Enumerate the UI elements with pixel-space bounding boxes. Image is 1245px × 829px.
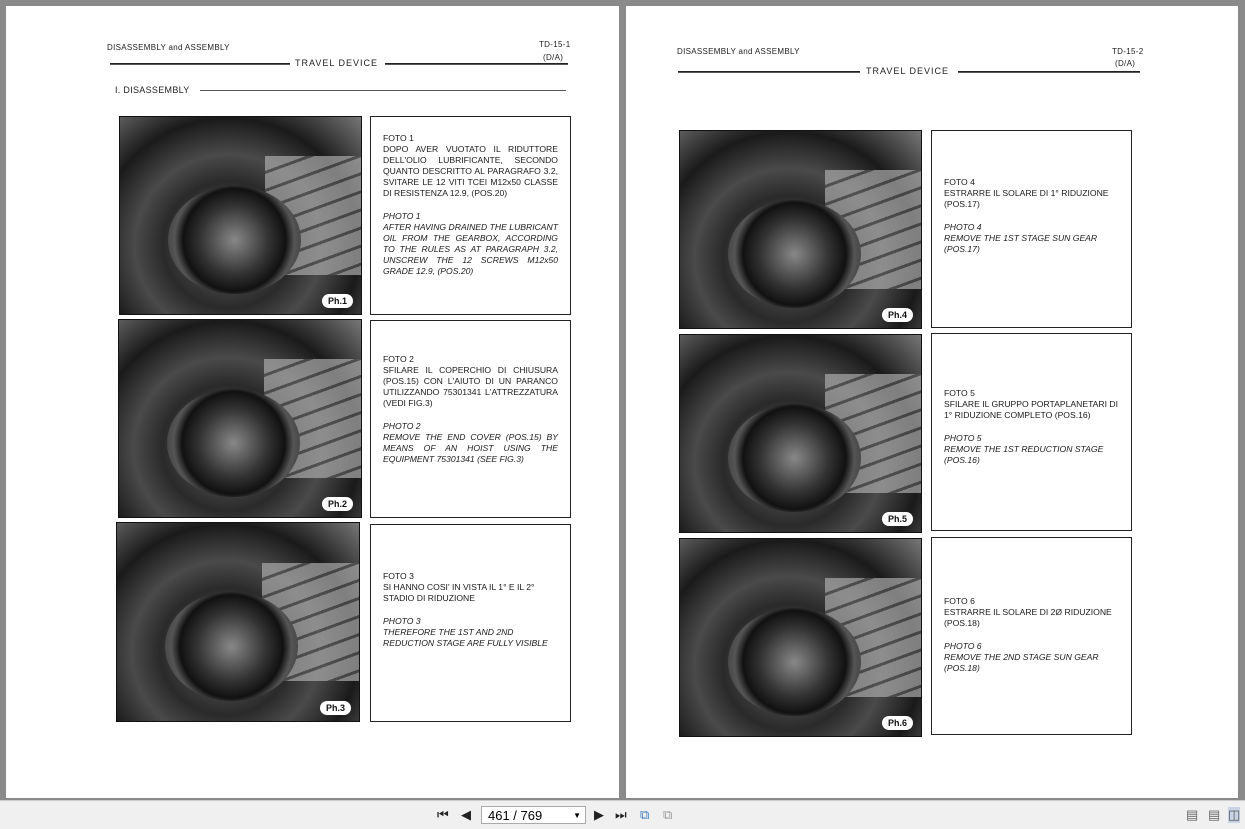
photo-tag: Ph.6	[882, 716, 913, 730]
caption-it-text: SFILARE IL GRUPPO PORTAPLANETARI DI 1° RIDUZIONE COMPLETO (POS.16)	[944, 399, 1118, 420]
caption-en-title: PHOTO 3	[383, 616, 421, 626]
caption-en-text: REMOVE THE 1ST REDUCTION STAGE (POS.16)	[944, 444, 1104, 465]
caption-it-text: SI HANNO COSI' IN VISTA IL 1° E IL 2° STADIO DI RIDUZIONE	[383, 582, 535, 603]
caption-it-title: FOTO 2	[383, 354, 414, 364]
header-title: DISASSEMBLY and ASSEMBLY	[677, 47, 800, 56]
caption-en-text: REMOVE THE 2ND STAGE SUN GEAR (POS.18)	[944, 652, 1099, 673]
caption-en-title: PHOTO 6	[944, 641, 982, 651]
section-title: TRAVEL DEVICE	[866, 66, 950, 76]
two-page-view-icon[interactable]: ◫	[1228, 807, 1241, 822]
viewer-toolbar	[0, 800, 1245, 829]
caption-it-title: FOTO 3	[383, 571, 414, 581]
page-indicator: 461 / 769	[488, 808, 543, 823]
header-rule	[385, 63, 568, 65]
single-page-view-icon[interactable]: ▤	[1186, 807, 1199, 822]
header-rule	[110, 63, 290, 65]
caption-it-text: ESTRARRE IL SOLARE DI 1° RIDUZIONE (POS.17)	[944, 188, 1109, 209]
page-code: TD-15-2	[1112, 47, 1144, 56]
caption-en-text: REMOVE THE END COVER (POS.15) BY MEANS OF AN HOIST USING THE EQUIPMENT 75301341 (SEE FIG.3)	[383, 432, 558, 464]
photo-5	[679, 334, 922, 533]
document-page-right	[626, 6, 1238, 798]
document-page-left	[6, 6, 619, 798]
section-title: TRAVEL DEVICE	[295, 58, 379, 68]
photo-tag: Ph.2	[322, 497, 353, 511]
page-number-select[interactable]	[481, 806, 586, 824]
page-code-sub: (D/A)	[1115, 59, 1136, 68]
last-page-icon[interactable]: ⏭	[615, 807, 627, 822]
photo-6	[679, 538, 922, 737]
caption-it-title: FOTO 6	[944, 596, 975, 606]
caption-en-text: REMOVE THE 1ST STAGE SUN GEAR (POS.17)	[944, 233, 1098, 254]
photo-3	[116, 522, 360, 722]
caption-en-text: AFTER HAVING DRAINED THE LUBRICANT OIL FROM THE GEARBOX, ACCORDING TO THE RULES AS AT PARAGRAPH 3.2, UNSCREW THE 12 SCREWS M12x50 GRADE 12.9, (POS.20)	[383, 222, 558, 276]
photo-2	[118, 319, 362, 518]
caption-en-text: THEREFORE THE 1ST AND 2ND REDUCTION STAGE ARE FULLY VISIBLE	[383, 627, 548, 648]
caption-it-text: DOPO AVER VUOTATO IL RIDUTTORE DELL'OLIO LUBRIFICANTE, SECONDO QUANTO DESCRITTO AL PARAGRAFO 3.2, SVITARE LE 12 VITI TCEI M12x50 CLASSE DI RESISTENZA 12.9, (POS.20)	[383, 144, 558, 198]
photo-tag: Ph.4	[882, 308, 913, 322]
header-rule	[678, 71, 860, 73]
previous-page-icon[interactable]: ◀	[461, 807, 471, 822]
first-page-icon[interactable]: ⏮	[437, 807, 449, 822]
photo-tag: Ph.3	[320, 701, 351, 715]
subsection-title: I. DISASSEMBLY	[115, 85, 190, 95]
caption-it-text: ESTRARRE IL SOLARE DI 2Ø RIDUZIONE (POS.18)	[944, 607, 1112, 628]
header-rule	[958, 71, 1140, 73]
photo-1	[119, 116, 362, 315]
page-code-sub: (D/A)	[543, 53, 564, 62]
photo-tag: Ph.1	[322, 294, 353, 308]
caption-en-title: PHOTO 2	[383, 421, 421, 431]
caption-box-2	[370, 320, 571, 518]
caption-box-4	[931, 130, 1132, 328]
caption-box-5	[931, 333, 1132, 531]
chevron-down-icon: ▼	[573, 811, 581, 820]
header-title: DISASSEMBLY and ASSEMBLY	[107, 43, 230, 52]
continuous-view-icon[interactable]: ▤	[1208, 807, 1221, 822]
caption-it-title: FOTO 4	[944, 177, 975, 187]
caption-it-text: SFILARE IL COPERCHIO DI CHIUSURA (POS.15) CON L'AIUTO DI UN PARANCO UTILIZZANDO 75301341 L'ATTREZZATURA (VEDI FIG.3)	[383, 365, 558, 408]
copy-page-icon[interactable]: ⧉	[640, 807, 650, 822]
subsection-rule	[200, 90, 566, 91]
next-page-icon[interactable]: ▶	[594, 807, 604, 822]
caption-en-title: PHOTO 1	[383, 211, 421, 221]
photo-tag: Ph.5	[882, 512, 913, 526]
paste-page-icon[interactable]: ⧉	[663, 807, 673, 822]
caption-en-title: PHOTO 5	[944, 433, 982, 443]
caption-it-title: FOTO 1	[383, 133, 414, 143]
caption-en-title: PHOTO 4	[944, 222, 982, 232]
page-code: TD-15-1	[539, 40, 571, 49]
caption-box-3	[370, 524, 571, 722]
caption-it-title: FOTO 5	[944, 388, 975, 398]
photo-4	[679, 130, 922, 329]
caption-box-6	[931, 537, 1132, 735]
caption-box-1	[370, 116, 571, 315]
